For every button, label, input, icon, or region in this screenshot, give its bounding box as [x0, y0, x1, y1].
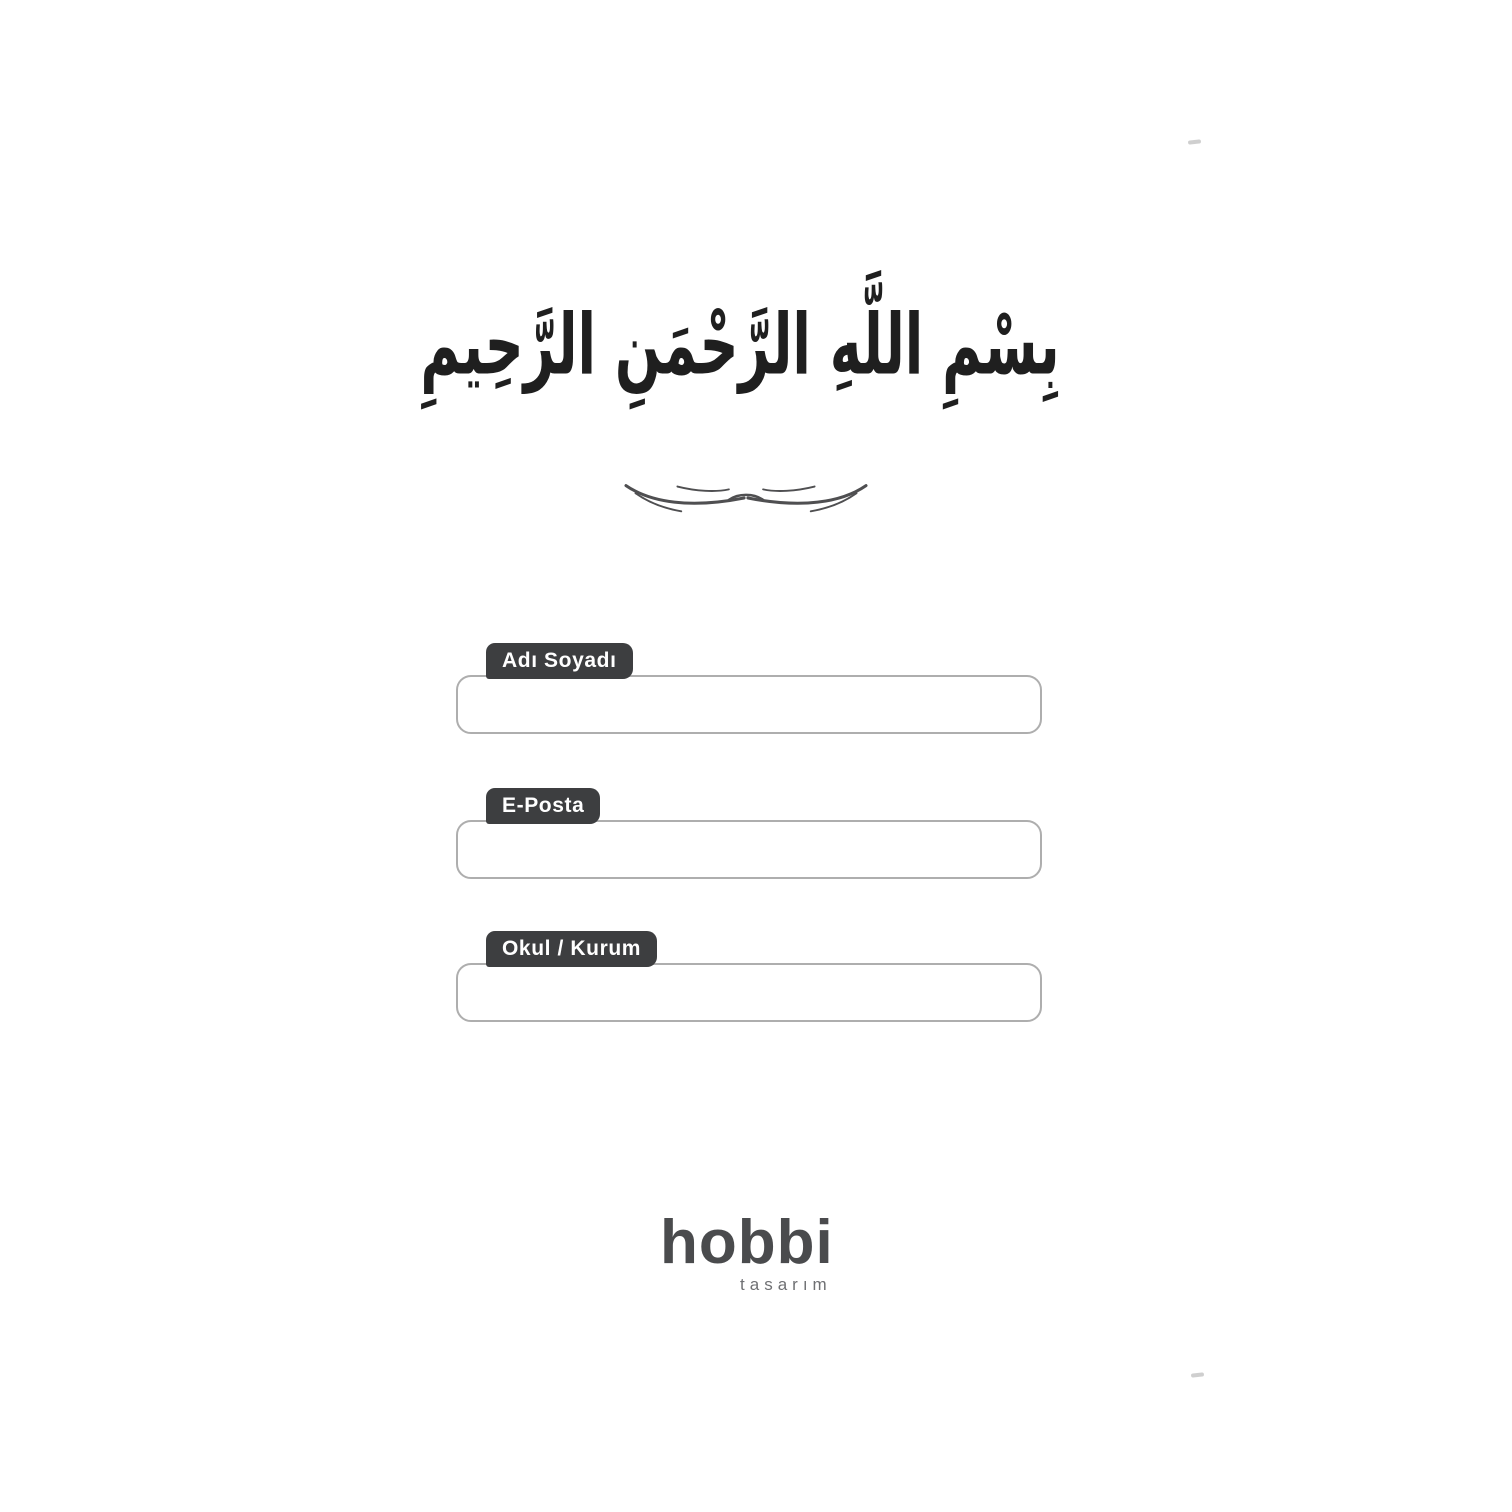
field-group-school	[456, 931, 1042, 1022]
field-label-badge-name: Adı Soyadı	[486, 643, 633, 679]
logo-tagline: tasarım	[740, 1275, 832, 1294]
field-label-badge-school: Okul / Kurum	[486, 931, 657, 967]
field-label-badge-email: E-Posta	[486, 788, 600, 824]
name-surname-input[interactable]	[456, 675, 1042, 734]
logo-wordmark: hobbi	[660, 1208, 834, 1277]
field-group-email	[456, 788, 1042, 879]
scan-artifact	[1188, 139, 1201, 144]
email-input[interactable]	[456, 820, 1042, 879]
bismillah-calligraphy: بِسْمِ اللَّهِ الرَّحْمَنِ الرَّحِيمِ	[420, 296, 1060, 394]
divider-flourish-icon	[618, 477, 874, 517]
field-group-name	[456, 643, 1042, 734]
hobbi-logo	[660, 1208, 834, 1294]
scan-artifact	[1191, 1372, 1204, 1377]
school-institution-input[interactable]	[456, 963, 1042, 1022]
